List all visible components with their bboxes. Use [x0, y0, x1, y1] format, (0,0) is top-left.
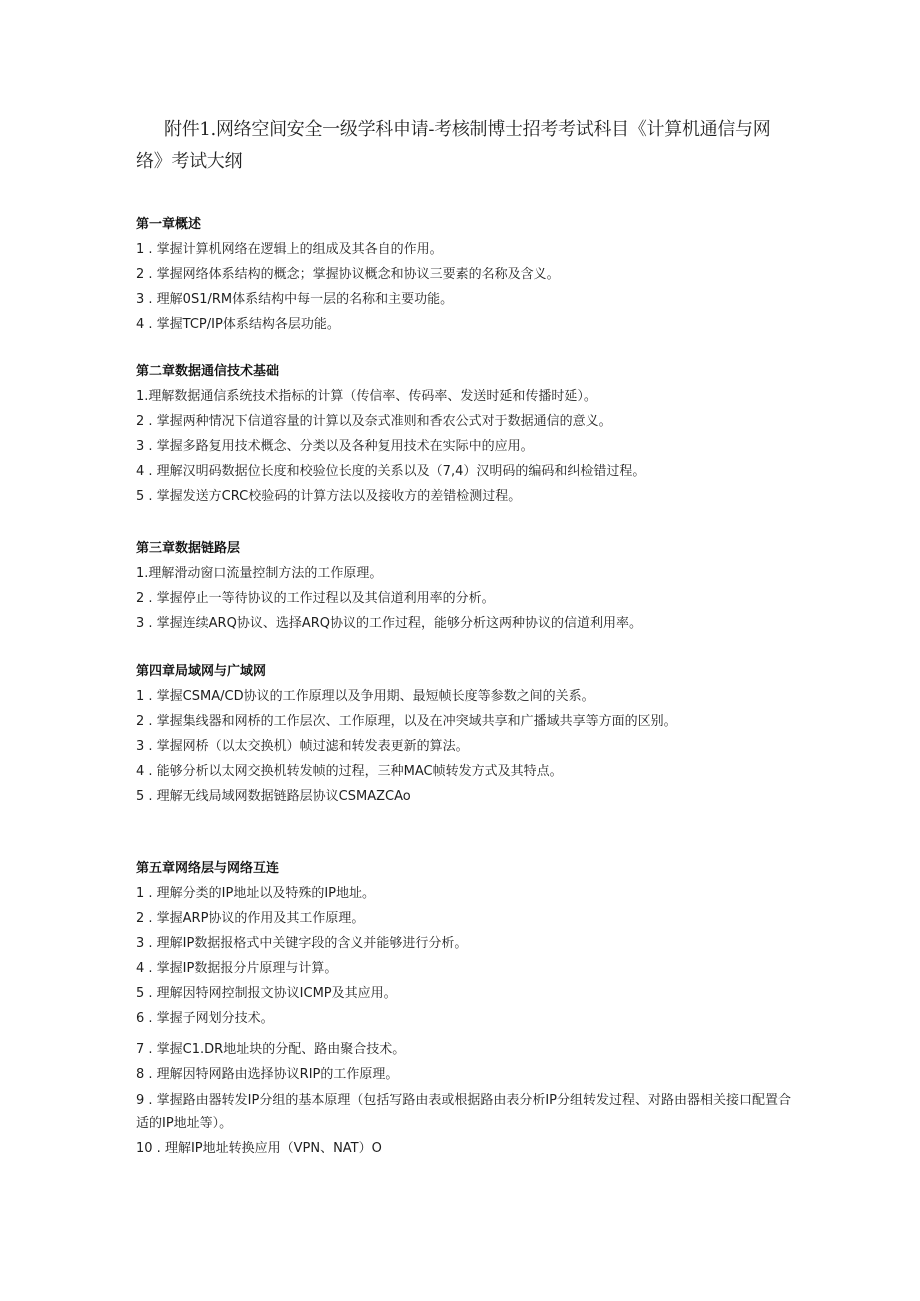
list-item: 3 . 掌握多路复用技术概念、分类以及各种复用技术在实际中的应用。: [136, 439, 534, 454]
list-item: 4 . 掌握TCP/IP体系结构各层功能。: [136, 317, 340, 332]
chapter-heading: 第三章数据链路层: [136, 541, 241, 556]
chapter-2: [136, 359, 796, 509]
list-item: 1 . 掌握CSMA/CD协议的工作原理以及争用期、最短帧长度等参数之间的关系。: [136, 689, 595, 704]
chapter-heading: 第五章网络层与网络互连: [136, 861, 280, 876]
chapter-heading: 第四章局域网与广域网: [136, 664, 267, 679]
list-item: 4 . 能够分析以太网交换机转发帧的过程，三种MAC帧转发方式及其特点。: [136, 764, 563, 779]
chapter-heading: 第一章概述: [136, 217, 202, 232]
chapter-4: [136, 659, 796, 809]
chapter-3: [136, 536, 796, 636]
list-item: 1 . 掌握计算机网络在逻辑上的组成及其各自的作用。: [136, 242, 443, 257]
chapter-1: [136, 212, 796, 337]
list-item: 3 . 掌握网桥（以太交换机）帧过滤和转发表更新的算法。: [136, 739, 469, 754]
list-item: 3 . 掌握连续ARQ协议、选择ARQ协议的工作过程，能够分析这两种协议的信道利用率。: [136, 616, 642, 631]
list-item: 7 . 掌握C1.DR地址块的分配、路由聚合技术。: [136, 1042, 406, 1057]
list-item: 1.理解数据通信系统技术指标的计算（传信率、传码率、发送时延和传播时延）。: [136, 389, 597, 404]
list-item: 2 . 掌握ARP协议的作用及其工作原理。: [136, 911, 365, 926]
list-item: 2 . 掌握集线器和网桥的工作层次、工作原理，以及在冲突域共享和广播域共享等方面的区别。: [136, 714, 677, 729]
list-item: 9 . 掌握路由器转发IP分组的基本原理（包括写路由表或根据路由表分析IP分组转发过程、对路由器相关接口配置合适的IP地址等）。: [136, 1093, 792, 1131]
document-title: 附件1.网络空间安全一级学科申请-考核制博士招考考试科目《计算机通信与网络》考试大纲: [136, 119, 771, 172]
list-item: 6 . 掌握子网划分技术。: [136, 1011, 274, 1026]
chapter-heading: 第二章数据通信技术基础: [136, 364, 280, 379]
list-item: 1 . 理解分类的IP地址以及特殊的IP地址。: [136, 886, 376, 901]
list-item: 3 . 理解0S1/RM体系结构中每一层的名称和主要功能。: [136, 292, 454, 307]
list-item: 3 . 理解IP数据报格式中关键字段的含义并能够进行分析。: [136, 936, 468, 951]
list-item: 5 . 理解因特网控制报文协议ICMP及其应用。: [136, 986, 397, 1001]
list-item: 2 . 掌握两种情况下信道容量的计算以及奈式准则和香农公式对于数据通信的意义。: [136, 414, 612, 429]
list-item: 5 . 理解无线局域网数据链路层协议CSMAZCAo: [136, 789, 411, 804]
list-item: 1.理解滑动窗口流量控制方法的工作原理。: [136, 566, 383, 581]
list-item: 4 . 掌握IP数据报分片原理与计算。: [136, 961, 338, 976]
list-item: 2 . 掌握停止一等待协议的工作过程以及其信道利用率的分析。: [136, 591, 495, 606]
list-item: 4 . 理解汉明码数据位长度和校验位长度的关系以及（7,4）汉明码的编码和纠检错过程。: [136, 464, 646, 479]
list-item: 2 . 掌握网络体系结构的概念；掌握协议概念和协议三要素的名称及含义。: [136, 267, 560, 282]
list-item: 5 . 掌握发送方CRC校验码的计算方法以及接收方的差错检测过程。: [136, 489, 522, 504]
chapter-5: [136, 856, 796, 1161]
list-item: 8 . 理解因特网路由选择协议RIP的工作原理。: [136, 1067, 399, 1082]
list-item: 10 . 理解IP地址转换应用（VPN、NAT）O: [136, 1141, 382, 1156]
